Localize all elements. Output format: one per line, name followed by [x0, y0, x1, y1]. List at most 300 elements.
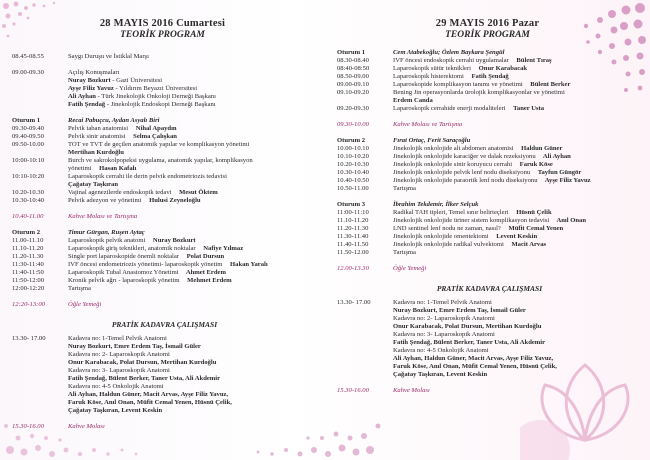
- schedule-text: Vajinal agenezilerde endoskopik tedavi: [68, 189, 172, 196]
- schedule-content: [393, 201, 642, 209]
- schedule-row: [12, 301, 317, 309]
- schedule-time: 10.50-11.00: [337, 185, 369, 192]
- schedule-content: [68, 141, 317, 149]
- schedule-content: [393, 81, 642, 89]
- schedule-text: Fırat Ortaç, Ferit Saraçoğlu: [393, 137, 471, 144]
- row-gap: [337, 129, 642, 137]
- schedule-row: [337, 185, 642, 193]
- schedule-time: 10.20-10.30: [12, 189, 44, 196]
- speaker-name: Mesut Öktem: [177, 189, 218, 196]
- row-gap: [12, 109, 317, 117]
- schedule-row: [337, 363, 642, 371]
- schedule-content: [393, 265, 642, 273]
- schedule-text: Fatih Şendağ: [68, 101, 106, 108]
- schedule-content: [393, 169, 642, 177]
- schedule-text: Ayşe Filiz Yavuz: [68, 85, 114, 92]
- speaker-name: Fatih Şendağ: [469, 73, 509, 80]
- schedule-content: [68, 245, 317, 253]
- section-heading: PRATİK KADAVRA ÇALIŞMASI: [436, 284, 543, 293]
- schedule-row: [337, 65, 642, 73]
- schedule-time: [337, 347, 393, 355]
- speaker-name: Nihal Apaydın: [134, 125, 177, 132]
- schedule-time: 10.40-11.00: [12, 213, 44, 220]
- schedule-time: [12, 351, 68, 359]
- schedule-row: [12, 197, 317, 205]
- schedule-text: Kadavra no: 4-5 Onkolojik Anatomi: [68, 383, 164, 390]
- right-day-title: 29 MAYIS 2016 Pazar: [435, 18, 540, 29]
- schedule-content: [68, 149, 317, 157]
- schedule-content: [393, 355, 642, 363]
- schedule-text: Jinekolojik onkolojide omentektomi: [393, 233, 489, 240]
- schedule-content: [68, 301, 317, 309]
- schedule-time: [12, 85, 68, 93]
- schedule-time: Oturum 2: [12, 229, 41, 236]
- schedule-time: 09.10-09.20: [337, 89, 369, 96]
- schedule-text: Jinekolojik onkolojide üriner sistem komplikasyon tedavisi: [393, 217, 550, 224]
- schedule-row: [337, 177, 642, 185]
- schedule-content: [393, 105, 642, 113]
- row-gap: [12, 415, 317, 423]
- schedule-row: [337, 307, 642, 315]
- schedule-time: 15.30-16.00: [12, 423, 44, 430]
- schedule-text: Ali Ayhan, Haldun Güner, Macit Arvas, Ayşe Filiz Yavuz,: [393, 355, 554, 362]
- schedule-time: 10:00-10:10: [12, 157, 45, 164]
- schedule-row: [337, 169, 642, 177]
- schedule-row: [12, 399, 317, 407]
- schedule-content: [393, 225, 642, 233]
- speaker-name: Müfit Cemal Yenen: [506, 225, 564, 232]
- schedule-row: [337, 121, 642, 129]
- schedule-content: [68, 375, 317, 383]
- schedule-time: 11.10-11.20: [337, 217, 369, 224]
- schedule-time: 11.00-11.10: [12, 237, 44, 244]
- schedule-time: [12, 383, 68, 391]
- schedule-content: [68, 173, 317, 181]
- left-program-subtitle: TEORİK PROGRAM: [120, 30, 205, 40]
- schedule-text: Pelvik sinir anatomisi: [68, 133, 126, 140]
- schedule-row: [337, 355, 642, 363]
- schedule-text: Kadavra no: 2- Laparoskopik Anatomi: [68, 351, 170, 358]
- speaker-name: Hasan Kafalı: [97, 165, 137, 172]
- speaker-name: Selma Çalışkan: [131, 133, 177, 140]
- schedule-row: [12, 343, 317, 351]
- schedule-row: [337, 201, 642, 209]
- schedule-row: [337, 241, 642, 249]
- schedule-time: 10.10-10.20: [337, 153, 369, 160]
- schedule-row: [337, 209, 642, 217]
- schedule-text: Pelvik adezyon ve yönetimi: [68, 197, 142, 204]
- schedule-content: [68, 189, 317, 197]
- schedule-text: Jinekolojik onkolojide radikal vulvektomi: [393, 241, 504, 248]
- schedule-text: IVF öncesi endometriozis yönetimi- laparoskopik yönetim: [68, 261, 223, 268]
- schedule-row: [337, 105, 642, 113]
- schedule-time: 12.00-13.30: [337, 265, 369, 272]
- schedule-text: LND sentinel lenf nodu ne zaman, nasıl?: [393, 225, 501, 232]
- schedule-text: Ali Ayhan: [68, 93, 96, 100]
- speaker-name: Mertihan Kurdoğlu: [68, 149, 124, 156]
- schedule-time: 10.30-10.40: [337, 169, 369, 176]
- row-gap: [337, 193, 642, 201]
- schedule-time: 12:00-12:20: [12, 285, 45, 292]
- schedule-time: [337, 363, 393, 371]
- schedule-content: [68, 93, 317, 101]
- left-day-title: 28 MAYIS 2016 Cumartesi: [99, 18, 226, 29]
- schedule-text: Laparoskopide komplikasyon tanımı ve yönetimi: [393, 81, 523, 88]
- schedule-content: [68, 197, 317, 205]
- schedule-row: [337, 299, 642, 307]
- schedule-text: Jinekolojik onkolojide alt abdomen anatomisi: [393, 145, 514, 152]
- schedule-content: [393, 249, 642, 257]
- schedule-text: Kahve Molası: [393, 387, 430, 394]
- schedule-content: [68, 399, 317, 407]
- schedule-row: [12, 149, 317, 157]
- schedule-time: [337, 97, 393, 105]
- schedule-time: 10.20-10.30: [337, 161, 369, 168]
- schedule-content: [68, 423, 317, 431]
- schedule-time: [12, 101, 68, 109]
- schedule-text: Radikal TAH tipleri, Temel sınır belirteçleri: [393, 209, 509, 216]
- left-schedule: [12, 53, 317, 431]
- schedule-text: Kadavra no: 4-5 Onkolojik Anatomi: [393, 347, 489, 354]
- schedule-time: [12, 181, 68, 189]
- schedule-time: [12, 343, 68, 351]
- schedule-text: Jinekolojik onkolojide paraortik lenf nodu diseksiyonu: [393, 177, 538, 184]
- schedule-row: [12, 237, 317, 245]
- schedule-affiliation: - Gazi Üniversitesi: [110, 77, 163, 84]
- schedule-content: [393, 49, 642, 57]
- speaker-name: Faruk Köse: [518, 161, 553, 168]
- schedule-affiliation: - Türk Jinekolojik Onkoloji Derneği Başkanı: [95, 93, 216, 100]
- schedule-time: 08.50-09.00: [337, 73, 369, 80]
- schedule-time: [12, 367, 68, 375]
- schedule-content: [393, 121, 642, 129]
- schedule-content: [393, 153, 642, 161]
- schedule-row: [12, 375, 317, 383]
- schedule-row: [12, 181, 317, 189]
- schedule-time: 09.30-10.00: [337, 121, 369, 128]
- schedule-content: [393, 185, 642, 193]
- schedule-row: [337, 265, 642, 273]
- schedule-text: Pelvik taban anatomisi: [68, 125, 129, 132]
- schedule-row: [12, 335, 317, 343]
- schedule-row: [12, 391, 317, 399]
- schedule-content: [393, 315, 642, 323]
- schedule-text: Kadavra no: 3- Laparoskopik Anatomi: [393, 331, 495, 338]
- speaker-name: Anıl Onan: [555, 217, 587, 224]
- schedule-content: [393, 97, 642, 105]
- schedule-text: Kadavra no: 1-Temel Pelvik Anatomi: [393, 299, 492, 306]
- schedule-time: 11:30-11:40: [12, 261, 44, 268]
- right-page: [325, 0, 650, 460]
- schedule-time: [337, 315, 393, 323]
- schedule-row: [337, 161, 642, 169]
- schedule-text: Kadavra no: 1-Temel Pelvik Anatomi: [68, 335, 167, 342]
- schedule-time: 09.30-09.40: [12, 125, 44, 132]
- schedule-time: 11.50-12.00: [337, 249, 369, 256]
- schedule-text: Kadavra no: 3- Laparoskopik Anatomi: [68, 367, 170, 374]
- schedule-text: Kronik pelvik ağrı - laparoskopik yönetim: [68, 277, 180, 284]
- schedule-row: [12, 85, 317, 93]
- schedule-time: [12, 77, 68, 85]
- schedule-row: [337, 49, 642, 57]
- schedule-content: [68, 229, 317, 237]
- schedule-text: Kahve Molası ve Tartışma: [68, 213, 138, 220]
- schedule-content: [393, 371, 642, 379]
- schedule-content: [393, 363, 642, 371]
- schedule-time: 10.40-10.50: [337, 177, 369, 184]
- schedule-content: [68, 213, 317, 221]
- schedule-row: [12, 367, 317, 375]
- schedule-content: [68, 53, 317, 61]
- schedule-time: 09.00-09.30: [12, 69, 44, 76]
- schedule-time: [12, 375, 68, 383]
- schedule-content: [393, 387, 642, 395]
- schedule-row: [12, 133, 317, 141]
- schedule-time: 09.20-09.30: [337, 105, 369, 112]
- schedule-text: Laparoskopik histerektomi: [393, 73, 464, 80]
- schedule-time: [12, 149, 68, 157]
- schedule-time: [337, 331, 393, 339]
- speaker-name: Ayşe Filiz Yavuz: [543, 177, 591, 184]
- schedule-time: 11:00-11:10: [337, 209, 369, 216]
- schedule-row: [337, 249, 642, 257]
- schedule-time: [337, 355, 393, 363]
- schedule-row: [12, 117, 317, 125]
- schedule-time: [12, 407, 68, 415]
- speaker-name: Bülent Tıraş: [514, 57, 552, 64]
- schedule-row: [12, 189, 317, 197]
- schedule-row: [337, 225, 642, 233]
- schedule-text: Ali Ayhan, Haldun Güner, Macit Arvas, Ayşe Filiz Yavuz,: [68, 391, 229, 398]
- schedule-text: Recai Pabuçcu, Aydan Asyalı Biri: [68, 117, 160, 124]
- schedule-content: [68, 125, 317, 133]
- schedule-text: Bening Jin operasyonlarda ürolojik komplikasyonlar ve yönetimi: [393, 89, 565, 96]
- schedule-row: [12, 93, 317, 101]
- schedule-text: TOT ve TVT de geçilen anatomik yapılar ve komplikasyon yönetimi: [68, 141, 250, 148]
- schedule-time: 11.10-11.20: [12, 245, 44, 252]
- schedule-text: İbrahim Tekdemir, İlker Selçuk: [393, 201, 479, 208]
- schedule-text: Nuray Bozkurt, Emre Erdem Taş, İsmail Güler: [68, 343, 201, 350]
- schedule-content: [68, 269, 317, 277]
- schedule-time: [337, 323, 393, 331]
- schedule-row: [337, 97, 642, 105]
- row-gap: [337, 379, 642, 387]
- schedule-row: [12, 359, 317, 367]
- schedule-text: Laparoskopik Tubal Anastomoz Yönetimi: [68, 269, 179, 276]
- schedule-text: Nuray Bozkurt: [68, 77, 111, 84]
- schedule-time: 08.30-08.40: [337, 57, 369, 64]
- schedule-time: 10.30-10:40: [12, 197, 45, 204]
- schedule-content: [68, 117, 317, 125]
- schedule-time: 09.50-10.00: [12, 141, 44, 148]
- speaker-name: Nafiye Yılmaz: [201, 245, 244, 252]
- schedule-row: [12, 245, 317, 253]
- schedule-text: Timur Gürgan, Ruşen Aytaç: [68, 229, 145, 236]
- schedule-text: Jinekolojik onkolojide pelvik lenf nodu diseksiyonu: [393, 169, 531, 176]
- schedule-row: [337, 387, 642, 395]
- schedule-content: [393, 307, 642, 315]
- schedule-content: [68, 407, 317, 415]
- schedule-time: 13.30- 17.00: [12, 335, 46, 342]
- schedule-content: [393, 209, 642, 217]
- speaker-name: Taner Usta: [511, 105, 545, 112]
- schedule-content: [393, 89, 642, 97]
- schedule-text: Laparoskopik sütür teknikleri: [393, 65, 472, 72]
- schedule-row: [12, 277, 317, 285]
- right-schedule: [337, 49, 642, 395]
- schedule-text: Jinekolojik onkolojide sinir koruyucu cerrahi: [393, 161, 513, 168]
- schedule-content: [68, 165, 317, 173]
- schedule-row: [12, 157, 317, 165]
- schedule-time: [337, 371, 393, 379]
- speaker-name: Ali Ayhan: [541, 153, 571, 160]
- speaker-name: Haldun Güner: [519, 145, 563, 152]
- schedule-text: Cem Atabekoğlu; Özlem Baykara Şengül: [393, 49, 505, 56]
- speaker-name: Hüsnü Çelik: [514, 209, 552, 216]
- schedule-text: Single port laparoskopide önemli noktalar: [68, 253, 179, 260]
- schedule-content: [393, 217, 642, 225]
- schedule-row: [12, 101, 317, 109]
- schedule-content: [393, 331, 642, 339]
- schedule-text: Fatih Şendağ, Bülent Berker, Taner Usta, Ali Akdemir: [68, 375, 221, 382]
- schedule-text: Çağatay Taşkıran, Levent Keskin: [68, 407, 163, 414]
- schedule-content: [68, 69, 317, 77]
- schedule-text: Laparoskopik giriş teknikleri, anatomik noktalar: [68, 245, 196, 252]
- schedule-text: Nuray Bozkurt, Emre Erdem Taş, İsmail Güler: [393, 307, 526, 314]
- schedule-time: 10.00-10.10: [337, 145, 369, 152]
- schedule-time: [12, 359, 68, 367]
- row-gap: [12, 309, 317, 317]
- row-gap: [337, 113, 642, 121]
- schedule-affiliation: - Yıldırım Beyazıt Üniversitesi: [113, 85, 198, 92]
- schedule-text: yönetimi: [68, 165, 92, 172]
- schedule-content: [68, 261, 317, 269]
- schedule-time: [337, 307, 393, 315]
- schedule-row: [337, 217, 642, 225]
- schedule-content: [68, 277, 317, 285]
- schedule-row: [12, 285, 317, 293]
- schedule-content: [68, 253, 317, 261]
- schedule-row: [12, 229, 317, 237]
- schedule-content: [68, 85, 317, 93]
- speaker-name: Onur Karabacak: [477, 65, 528, 72]
- speaker-name: Çağatay Taşkıran: [68, 181, 119, 188]
- schedule-content: [68, 285, 317, 293]
- schedule-time: 12:20-13:00: [12, 301, 45, 308]
- schedule-row: [12, 407, 317, 415]
- schedule-time: 13.30- 17.00: [337, 299, 371, 306]
- schedule-time: Oturum 1: [337, 49, 366, 56]
- speaker-name: Levent Keskin: [494, 233, 538, 240]
- schedule-row: [12, 423, 317, 431]
- schedule-row: [12, 253, 317, 261]
- schedule-row: [337, 57, 642, 65]
- schedule-row: [337, 89, 642, 97]
- schedule-content: [68, 383, 317, 391]
- schedule-content: [393, 339, 642, 347]
- schedule-time: [337, 339, 393, 347]
- schedule-text: Açılış Konuşmaları: [68, 69, 120, 76]
- schedule-row: [337, 153, 642, 161]
- schedule-content: [68, 77, 317, 85]
- schedule-row: [12, 261, 317, 269]
- schedule-text: Jinekolojik onkolojide karaciğer ve dalak rezeksiyonu: [393, 153, 536, 160]
- schedule-text: Öğle Yemeği: [68, 301, 102, 308]
- schedule-time: 11.20-11.30: [337, 225, 369, 232]
- schedule-time: [12, 399, 68, 407]
- speaker-name: Erdem Canda: [393, 97, 433, 104]
- schedule-content: [393, 241, 642, 249]
- schedule-content: [393, 137, 642, 145]
- row-gap: [12, 293, 317, 301]
- speaker-name: Bülent Berker: [528, 81, 571, 88]
- schedule-content: [68, 157, 317, 165]
- row-gap: [337, 273, 642, 281]
- schedule-row: [337, 331, 642, 339]
- schedule-text: Burch ve sakrokolpopeksi uygulama, anatomik yapılar, komplikasyon: [68, 157, 253, 164]
- schedule-content: [393, 145, 642, 153]
- schedule-content: [393, 73, 642, 81]
- schedule-row: [12, 141, 317, 149]
- schedule-time: Oturum 1: [12, 117, 41, 124]
- schedule-text: Öğle Yemeği: [393, 265, 427, 272]
- schedule-text: Kahve Molası: [68, 423, 105, 430]
- schedule-text: Faruk Köse, Anıl Onan, Müfit Cemal Yenen, Hüsnü Çelik,: [393, 363, 557, 370]
- schedule-content: [68, 133, 317, 141]
- schedule-text: Çağatay Taşkıran, Levent Keskin: [393, 371, 488, 378]
- schedule-text: Tartışma: [393, 185, 416, 192]
- speaker-name: Ahmet Erdem: [184, 269, 226, 276]
- schedule-content: [393, 347, 642, 355]
- schedule-text: Laparoskopik cerrahi ile derin pelvik endometriozis tedavisi: [68, 173, 227, 180]
- schedule-content: [68, 237, 317, 245]
- schedule-text: Faruk Köse, Anıl Onan, Müfit Cemal Yenen, Hüsnü Çelik,: [68, 399, 232, 406]
- schedule-affiliation: - Jinekolojik Endoskopi Derneği Başkanı: [105, 101, 216, 108]
- schedule-text: Tartışma: [393, 249, 416, 256]
- schedule-content: [68, 391, 317, 399]
- schedule-content: [393, 57, 642, 65]
- schedule-content: [393, 299, 642, 307]
- speaker-name: Nuray Bozkurt: [151, 237, 196, 244]
- schedule-row: [12, 383, 317, 391]
- schedule-time: Oturum 3: [337, 201, 366, 208]
- schedule-row: [337, 81, 642, 89]
- speaker-name: Hakan Yaralı: [228, 261, 268, 268]
- schedule-row: [12, 269, 317, 277]
- schedule-time: Oturum 2: [337, 137, 366, 144]
- schedule-content: [68, 335, 317, 343]
- schedule-time: 11.30-11.40: [337, 233, 369, 240]
- schedule-row: [337, 347, 642, 355]
- row-gap: [12, 61, 317, 69]
- schedule-row: [12, 53, 317, 61]
- row-gap: [337, 257, 642, 265]
- schedule-text: Onur Karabacak, Polat Dursun, Mertihan Kurdoğlu: [393, 323, 542, 330]
- schedule-text: Onur Karabacak, Polat Dursun, Mertihan Kurdoğlu: [68, 359, 217, 366]
- schedule-row: [12, 77, 317, 85]
- schedule-time: [12, 93, 68, 101]
- schedule-text: Kahve Molası ve Tartışma: [393, 121, 463, 128]
- schedule-time: 11.20-11.30: [12, 253, 44, 260]
- schedule-time: 15.30-16.00: [337, 387, 369, 394]
- schedule-content: [68, 343, 317, 351]
- schedule-text: Kadavra no: 2- Laparoskopik Anatomi: [393, 315, 495, 322]
- section-heading: PRATİK KADAVRA ÇALIŞMASI: [111, 320, 218, 329]
- schedule-row: [12, 173, 317, 181]
- schedule-time: 08:40-08:50: [337, 65, 370, 72]
- schedule-time: 11.40-11.50: [337, 241, 369, 248]
- schedule-text: Laparoskopik cerrahide enerji modaliteleri: [393, 105, 506, 112]
